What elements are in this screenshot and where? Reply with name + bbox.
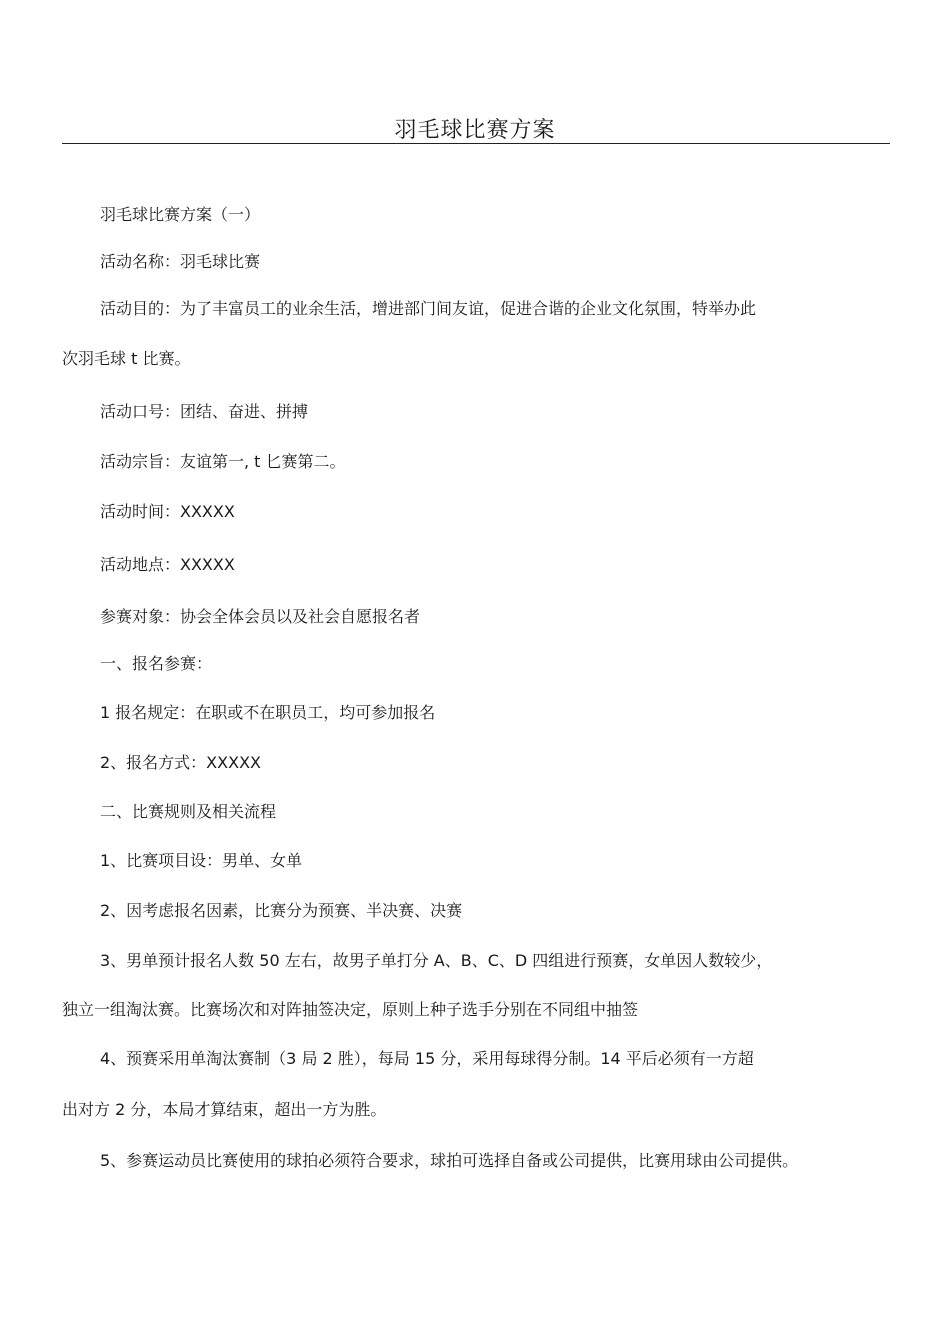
- paragraph-line: 2、因考虑报名因素，比赛分为预赛、半决赛、决赛: [100, 901, 463, 920]
- paragraph-line: 4、预赛采用单淘汰赛制（3 局 2 胜），每局 15 分，采用每球得分制。14 平后必须有一方超: [100, 1049, 754, 1068]
- paragraph-line: 活动目的：为了丰富员工的业余生活，增进部门间友谊，促进合谐的企业文化氛围，特举办此: [100, 299, 757, 318]
- section-heading: 二、比赛规则及相关流程: [100, 802, 277, 821]
- document-title: 羽毛球比赛方案: [394, 118, 556, 143]
- paragraph-line: 活动地点：XXXXX: [100, 555, 235, 574]
- paragraph-line: 独立一组淘汰赛。比赛场次和对阵抽签决定，原则上种子选手分别在不同组中抽签: [62, 1000, 639, 1019]
- paragraph-line: 活动名称：羽毛球比赛: [100, 252, 261, 271]
- paragraph-line: 2、报名方式：XXXXX: [100, 753, 261, 772]
- paragraph-line: 1、比赛项目设：男单、女单: [100, 851, 303, 870]
- paragraph-line: 活动时间：XXXXX: [100, 502, 235, 521]
- section-heading: 羽毛球比赛方案（一）: [100, 205, 261, 224]
- paragraph-line: 5、参赛运动员比赛使用的球拍必须符合要求，球拍可选择自备或公司提供，比赛用球由公司提供。: [100, 1151, 799, 1170]
- title-underline: [62, 143, 890, 144]
- paragraph-line: 1 报名规定：在职或不在职员工，均可参加报名: [100, 703, 436, 722]
- paragraph-line: 参赛对象：协会全体会员以及社会自愿报名者: [100, 607, 421, 626]
- paragraph-line: 次羽毛球 t 比赛。: [62, 349, 191, 368]
- paragraph-line: 活动宗旨：友谊第一, t 匕赛第二。: [100, 452, 346, 471]
- section-heading: 一、报名参赛：: [100, 654, 213, 673]
- paragraph-line: 3、男单预计报名人数 50 左右，故男子单打分 A、B、C、D 四组进行预赛，女单因人数较少，: [100, 951, 773, 970]
- paragraph-line: 出对方 2 分，本局才算结束，超出一方为胜。: [62, 1100, 387, 1119]
- paragraph-line: 活动口号：团结、奋进、拼搏: [100, 402, 309, 421]
